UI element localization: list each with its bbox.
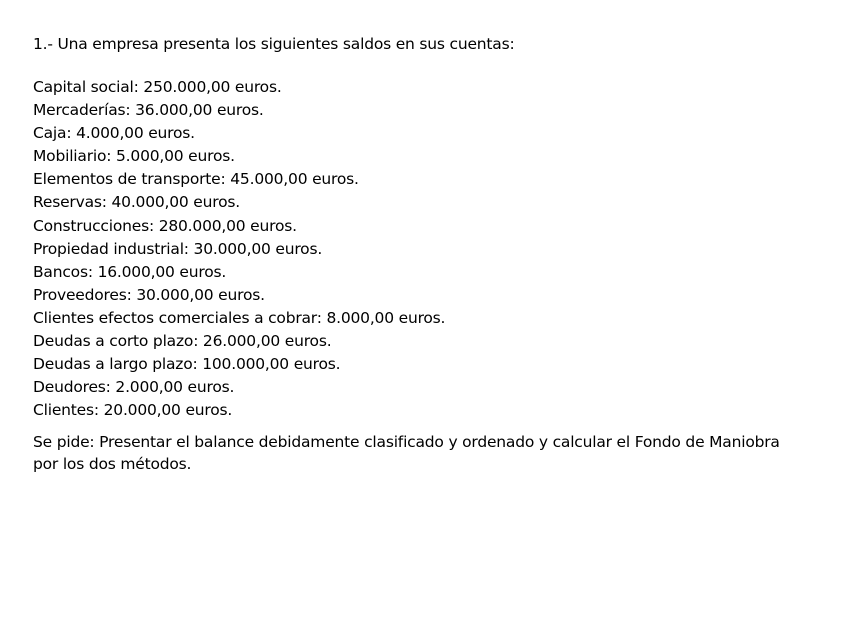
account-line: Mercaderías: 36.000,00 euros. [33,101,264,120]
account-line: Clientes efectos comerciales a cobrar: 8.000,00 euros. [33,308,446,327]
document-body [33,33,813,475]
account-line: Construcciones: 280.000,00 euros. [33,216,297,235]
account-balances-list [33,76,813,422]
account-line: Propiedad industrial: 30.000,00 euros. [33,239,323,258]
account-line: Proveedores: 30.000,00 euros. [33,285,265,304]
account-line: Mobiliario: 5.000,00 euros. [33,147,235,166]
account-line: Clientes: 20.000,00 euros. [33,401,233,420]
account-line: Elementos de transporte: 45.000,00 euros. [33,170,359,189]
account-line: Deudas a corto plazo: 26.000,00 euros. [33,332,332,351]
account-line: Capital social: 250.000,00 euros. [33,78,282,96]
account-line: Bancos: 16.000,00 euros. [33,262,227,281]
account-line: Deudores: 2.000,00 euros. [33,378,235,397]
exercise-title: 1.- Una empresa presenta los siguientes saldos en sus cuentas: [33,35,515,53]
exercise-task: Se pide: Presentar el balance debidamente clasificado y ordenado y calcular el Fondo de Maniobra por los dos métodos. [33,433,780,474]
account-line: Reservas: 40.000,00 euros. [33,193,240,212]
account-line: Caja: 4.000,00 euros. [33,124,195,143]
account-line: Deudas a largo plazo: 100.000,00 euros. [33,355,341,374]
